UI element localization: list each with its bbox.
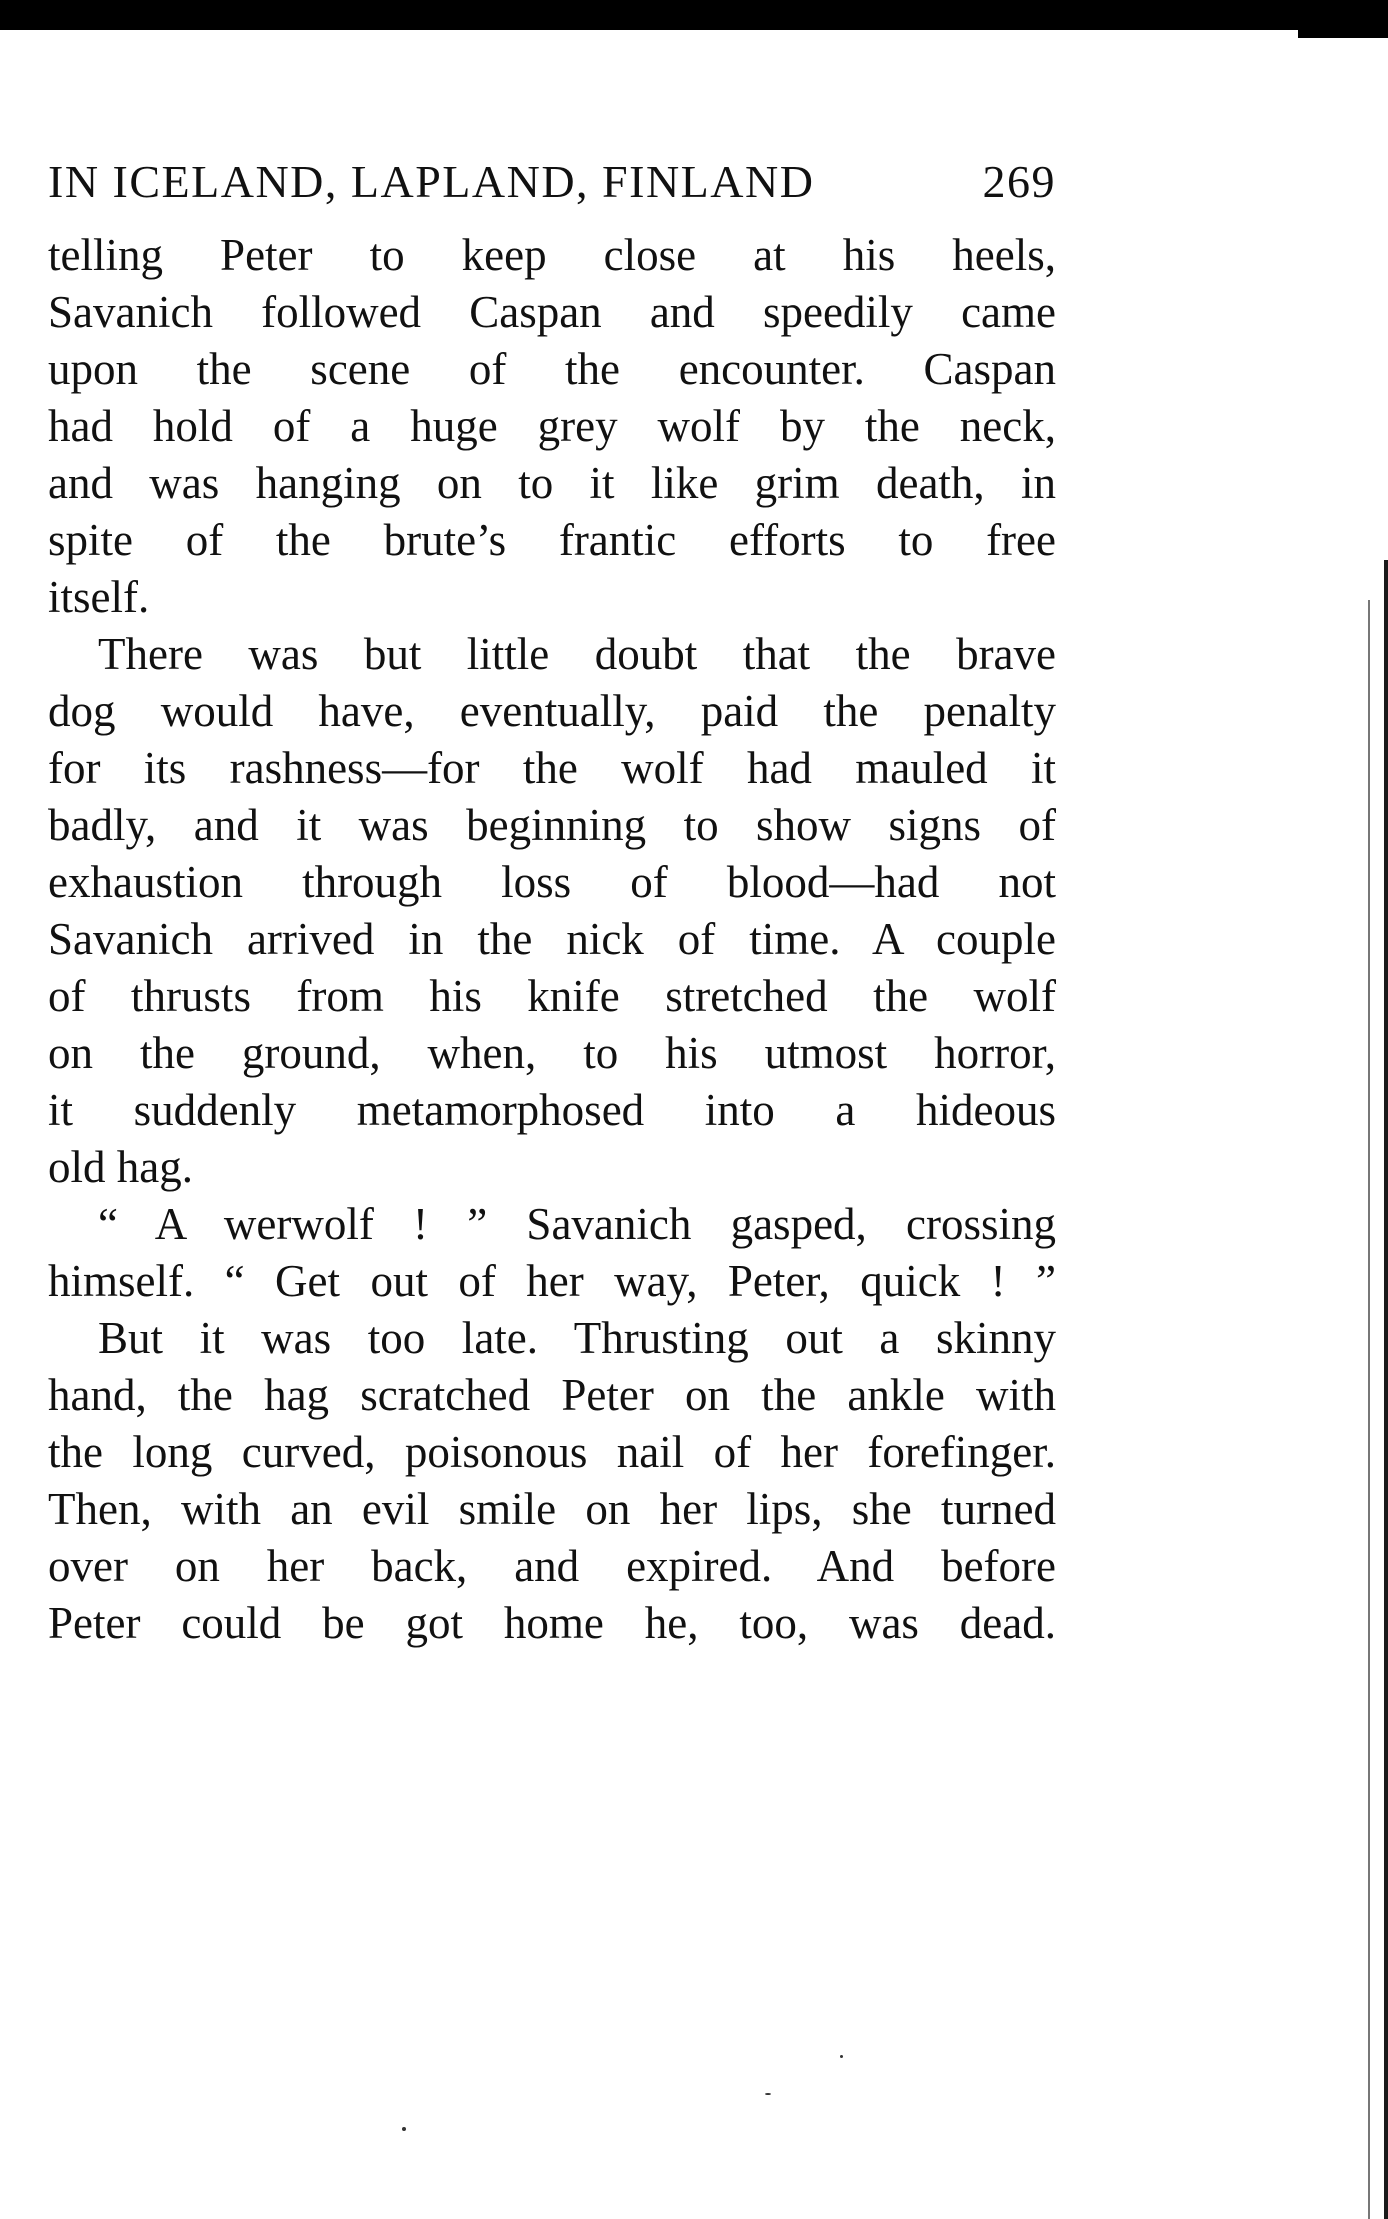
- text-line: “ A werwolf ! ” Savanich gasped, crossing: [98, 1199, 1056, 1249]
- text-line: Savanich arrived in the nick of time. A couple: [48, 914, 1056, 964]
- text-line: it suddenly metamorphosed into a hideous: [48, 1085, 1056, 1135]
- text-line: on the ground, when, to his utmost horror,: [48, 1028, 1056, 1078]
- text-line: old hag.: [48, 1142, 193, 1192]
- text-line: telling Peter to keep close at his heels,: [48, 230, 1056, 280]
- text-line: Savanich followed Caspan and speedily came: [48, 287, 1056, 337]
- text-line: upon the scene of the encounter. Caspan: [48, 344, 1056, 394]
- paragraph-3: [48, 1196, 1056, 1310]
- text-line: itself.: [48, 572, 150, 622]
- text-line: over on her back, and expired. And before: [48, 1541, 1056, 1591]
- text-line: exhaustion through loss of blood—had not: [48, 857, 1056, 907]
- page-right-edge: [1384, 560, 1388, 2219]
- text-line: himself. “ Get out of her way, Peter, quick ! ”: [48, 1256, 1056, 1306]
- text-line: of thrusts from his knife stretched the wolf: [48, 971, 1056, 1021]
- text-line: for its rashness—for the wolf had mauled it: [48, 743, 1056, 793]
- text-line: the long curved, poisonous nail of her forefinger.: [48, 1427, 1056, 1477]
- print-speck: [765, 2093, 771, 2095]
- text-line: dog would have, eventually, paid the penalty: [48, 686, 1056, 736]
- text-line: Then, with an evil smile on her lips, she turned: [48, 1484, 1056, 1534]
- page-number: 269: [982, 156, 1056, 207]
- top-border-rule-tail: [1298, 30, 1388, 38]
- text-line: badly, and it was beginning to show signs of: [48, 800, 1056, 850]
- text-line: Peter could be got home he, too, was dead.: [48, 1598, 1056, 1648]
- paragraph-2: [48, 626, 1056, 1196]
- text-line: had hold of a huge grey wolf by the neck,: [48, 401, 1056, 451]
- text-line: hand, the hag scratched Peter on the ankle with: [48, 1370, 1056, 1420]
- book-page: [48, 155, 1056, 1652]
- page-right-edge-shadow: [1368, 600, 1370, 2219]
- paragraph-4: [48, 1310, 1056, 1652]
- print-speck: [402, 2127, 406, 2131]
- running-title: IN ICELAND, LAPLAND, FINLAND: [48, 156, 815, 207]
- text-line: There was but little doubt that the brave: [98, 629, 1056, 679]
- paragraph-1: [48, 227, 1056, 626]
- print-speck: [840, 2055, 843, 2058]
- text-line: spite of the brute’s frantic efforts to free: [48, 515, 1056, 565]
- text-line: But it was too late. Thrusting out a skinny: [98, 1313, 1056, 1363]
- text-line: and was hanging on to it like grim death, in: [48, 458, 1056, 508]
- running-head: [48, 155, 1056, 221]
- top-border-rule: [0, 0, 1388, 30]
